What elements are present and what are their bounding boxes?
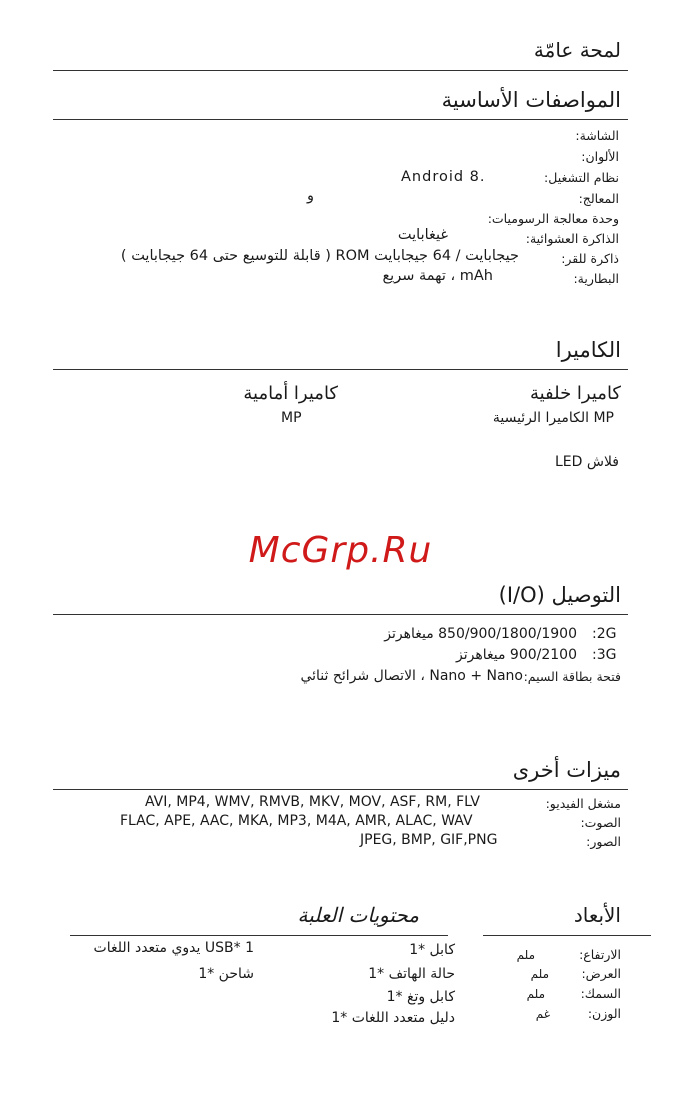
divider [53, 70, 628, 71]
divider [483, 935, 651, 936]
dim-label-height: الارتفاع: [579, 947, 621, 962]
contents-item-usb-manual: USB* 1 يدوي متعدد اللغات [93, 940, 254, 956]
dim-label-width: العرض: [581, 966, 621, 981]
contents-item-case: حالة الهاتف *1 [368, 966, 455, 982]
spec-value-rom: جيجابايت / 64 جيجابايت ROM ( قابلة للتوسيع حتى 64 جيجابايت ) [120, 248, 519, 264]
front-camera-mp: MP [281, 410, 302, 426]
conn-label-3g: :3G [592, 647, 617, 663]
spec-value-ram: غيغابايت [397, 227, 448, 243]
package-contents-heading: محتويات العلبة [297, 903, 419, 927]
dim-label-weight: الوزن: [587, 1006, 621, 1021]
camera-heading: الكاميرا [555, 338, 621, 362]
front-camera-heading: كاميرا أمامية [243, 383, 338, 404]
contents-item-manual: دليل متعدد اللغات *1 [331, 1010, 455, 1026]
basic-specs-heading: المواصفات الأساسية [441, 88, 621, 112]
divider [53, 789, 628, 790]
spec-label-cpu: المعالج: [578, 191, 619, 206]
other-label-video: مشغل الفيديو: [545, 796, 621, 811]
divider [70, 935, 448, 936]
rear-camera-heading: كاميرا خلفية [529, 383, 621, 404]
dim-label-thickness: السمك: [580, 986, 621, 1001]
spec-label-battery: البطارية: [573, 271, 619, 286]
conn-label-sim: فتحة بطاقة السيم: [523, 669, 621, 684]
spec-label-ram: الذاكرة العشوائية: [525, 231, 619, 246]
conn-value-2g: 850/900/1800/1900 ميغاهرتز [384, 626, 577, 642]
other-value-video: AVI, MP4, WMV, RMVB, MKV, MOV, ASF, RM, FLV [145, 794, 480, 810]
conn-label-2g: :2G [592, 626, 617, 642]
conn-value-sim: Nano + Nano ، الاتصال شرائح ثنائي [300, 668, 523, 684]
divider [53, 119, 628, 120]
dim-unit-weight: غم [535, 1007, 550, 1021]
spec-label-os: نظام التشغيل: [544, 170, 619, 185]
other-label-images: الصور: [586, 834, 621, 849]
divider [53, 369, 628, 370]
contents-item-charger: شاحن *1 [198, 966, 254, 982]
dim-unit-height: ملم [516, 948, 535, 962]
other-value-audio: FLAC, APE, AAC, MKA, MP3, M4A, AMR, ALAC, WAV [120, 813, 473, 829]
page-title: لمحة عامّة [533, 38, 621, 62]
other-features-heading: ميزات أخرى [512, 758, 621, 782]
other-label-audio: الصوت: [580, 815, 621, 830]
dim-unit-width: ملم [530, 967, 549, 981]
spec-value-battery: mAh ، تهمة سريع [382, 268, 493, 284]
connectivity-heading: التوصيل (I/O) [498, 583, 621, 607]
dimensions-heading: الأبعاد [573, 903, 621, 927]
conn-value-3g: 900/2100 ميغاهرتز [456, 647, 577, 663]
contents-item-cable: كابل *1 [409, 942, 455, 958]
divider [53, 614, 628, 615]
dim-unit-thickness: ملم [526, 987, 545, 1001]
contents-item-otg-cable: كابل وتغ *1 [386, 989, 455, 1005]
spec-label-colors: الألوان: [581, 149, 619, 164]
watermark-logo: McGrp.Ru [248, 530, 433, 571]
spec-label-screen: الشاشة: [575, 128, 619, 143]
rear-camera-flash: فلاش LED [554, 454, 619, 470]
spec-label-rom: ذاكرة للقر: [561, 251, 619, 266]
spec-value-cpu: و [307, 188, 315, 204]
rear-camera-main: MP الكاميرا الرئيسية [492, 410, 614, 426]
spec-label-gpu: وحدة معالجة الرسوميات: [487, 211, 619, 226]
spec-value-os: Android 8. [401, 169, 486, 185]
other-value-images: JPEG, BMP, GIF,PNG [360, 832, 498, 848]
